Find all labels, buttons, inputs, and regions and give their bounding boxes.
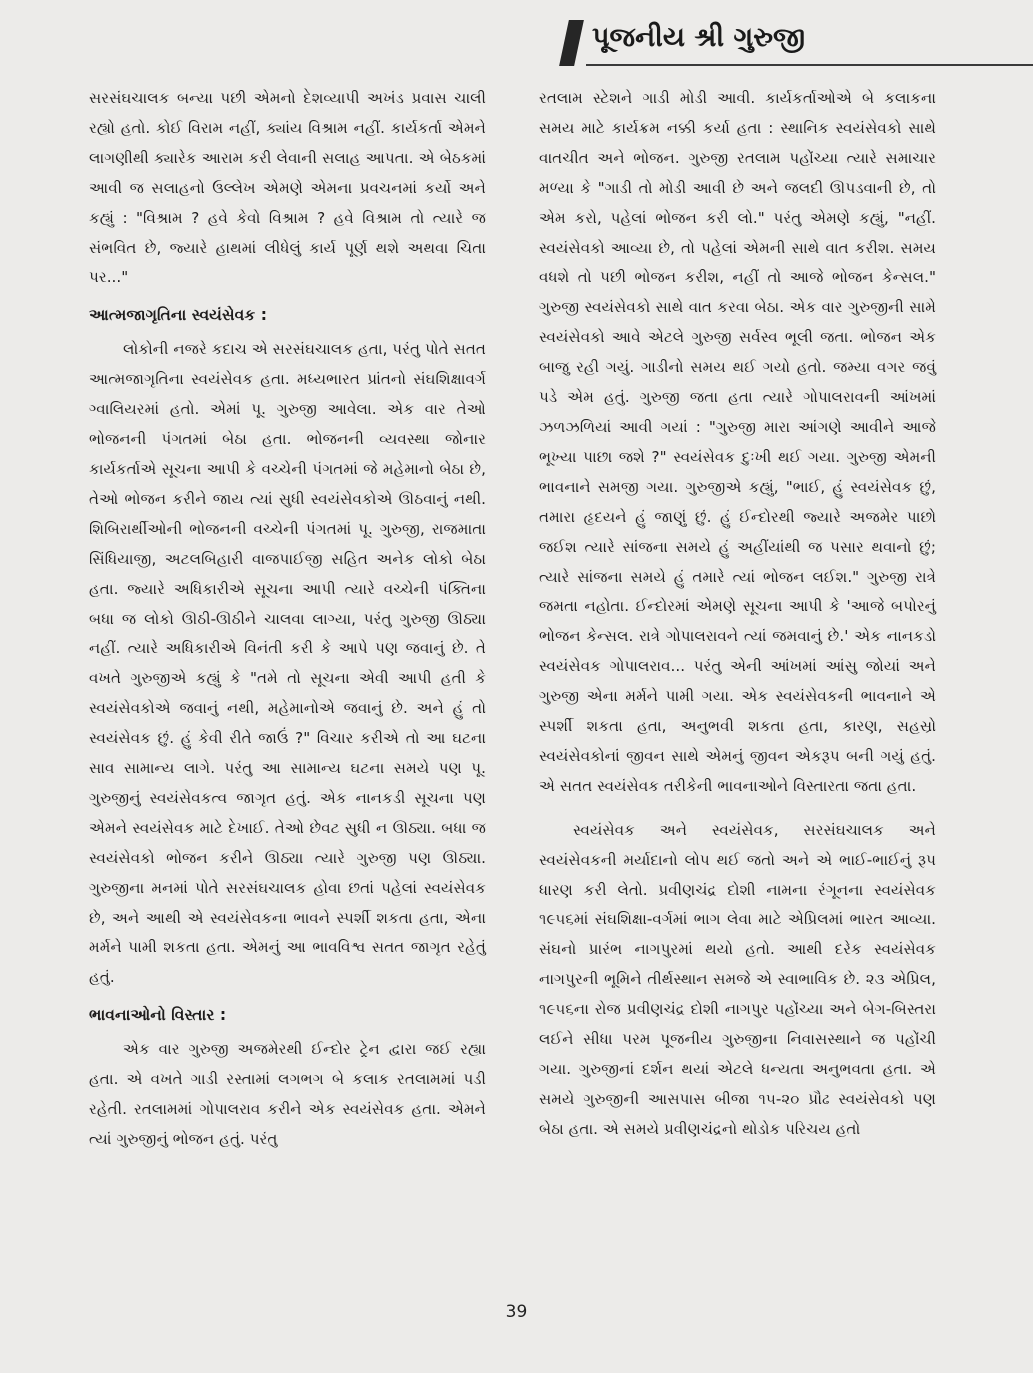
book-title: પૂજનીય શ્રી ગુરુજી (592, 22, 806, 53)
paragraph: રતલામ સ્ટેશને ગાડી મોડી આવી. કાર્યકર્તાઓએ બે કલાકના સમય માટે કાર્યક્રમ નક્કી કર્યા હતા : સ્થાનિક સ્વયંસેવકો સાથે વાતચીત અને ભોજન. ગુરુજી રતલામ પહોંચ્યા ત્યારે સમાચાર મળ્યા કે "ગાડી તો મોડી આવી છે અને જલદી ઊપડવાની છે, તો એમ કરો, પહેલાં ભોજન કરી લો." પરંતુ એમણે કહ્યું, "નહીં. સ્વયંસેવકો આવ્યા છે, તો પહેલાં એમની સાથે વાત કરીશ. સમય વધશે તો પછી ભોજન કરીશ, નહીં તો આજે ભોજન કેન્સલ." ગુરુજી સ્વયંસેવકો સાથે વાત કરવા બેઠા. એક વાર ગુરુજીની સામે સ્વયંસેવકો આવે એટલે ગુરુજી સર્વસ્વ ભૂલી જતા. ભોજન એક બાજુ રહી ગયું. ગાડીનો સમય થઈ ગયો હતો. જમ્યા વગર જવું પડે એમ હતું. ગુરુજી જતા હતા ત્યારે ગોપાલરાવની આંખમાં ઝળઝળિયાં આવી ગયાં : "ગુરુજી મારા આંગણે આવીને આજે ભૂખ્યા પાછા જશે ?" સ્વયંસેવક દુઃખી થઈ ગયા. ગુરુજી એમની ભાવનાને સમજી ગયા. ગુરુજીએ કહ્યું, "ભાઈ, હું સ્વયંસેવક છું, તમારા હૃદયને હું જાણું છું. હું ઈન્દોરથી જ્યારે અજમેર પાછો જઈશ ત્યારે સાંજના સમયે હું અહીંયાંથી જ પસાર થવાનો છું; ત્યારે સાંજના સમયે હું તમારે ત્યાં ભોજન લઈશ." ગુરુજી રાત્રે જમતા નહોતા. ઈન્દોરમાં એમણે સૂચના આપી કે 'આજે બપોરનું ભોજન કેન્સલ. રાત્રે ગોપાલરાવને ત્યાં જમવાનું છે.' એક નાનકડો સ્વયંસેવક ગોપાલરાવ... પરંતુ એની આંખમાં આંસુ જોયાં અને ગુરુજી એના મર્મને પામી ગયા. એક સ્વયંસેવકની ભાવનાને એ સ્પર્શી શકતા હતા, અનુભવી શકતા હતા, કારણ, સહસ્રો સ્વયંસેવકોનાં જીવન સાથે એમનું જીવન એકરૂપ બની ગયું હતું. એ સતત સ્વયંસેવક તરીકેની ભાવનાઓને વિસ્તારતા જતા હતા. (539, 89, 936, 795)
page-number: 39 (505, 1302, 528, 1322)
right-column (539, 84, 936, 1145)
header-accent-bar (559, 20, 584, 66)
paragraph: એક વાર ગુરુજી અજમેરથી ઈન્દોર ટ્રેન દ્વારા જઈ રહ્યા હતા. એ વખતે ગાડી રસ્તામાં લગભગ બે કલાક રતલામમાં પડી રહેતી. રતલામમાં ગોપાલરાવ કરીને એક સ્વયંસેવક હતા. એમને ત્યાં ગુરુજીનું ભોજન હતું. પરંતુ (89, 1040, 486, 1148)
page-header (560, 14, 1033, 66)
header-rule (586, 64, 1033, 66)
section-heading: આત્મજાગૃતિના સ્વયંસેવક : (89, 306, 267, 325)
paragraph: સ્વયંસેવક અને સ્વયંસેવક, સરસંઘચાલક અને સ્વયંસેવકની મર્યાદાનો લોપ થઈ જતો અને એ ભાઈ-ભાઈનું રૂપ ધારણ કરી લેતો. પ્રવીણચંદ્ર દોશી નામના રંગૂનના સ્વયંસેવક ૧૯૫૬માં સંઘશિક્ષા-વર્ગમાં ભાગ લેવા માટે એપ્રિલમાં ભારત આવ્યા. સંઘનો પ્રારંભ નાગપુરમાં થયો હતો. આથી દરેક સ્વયંસેવક નાગપુરની ભૂમિને તીર્થસ્થાન સમજે એ સ્વાભાવિક છે. ૨૩ એપ્રિલ, ૧૯૫૬ના રોજ પ્રવીણચંદ્ર દોશી નાગપુર પહોંચ્યા અને બેગ-બિસ્તરા લઈને સીધા પરમ પૂજનીય ગુરુજીના નિવાસસ્થાને જ પહોંચી ગયા. ગુરુજીનાં દર્શન થયાં એટલે ધન્યતા અનુભવતા હતા. એ સમયે ગુરુજીની આસપાસ બીજા ૧૫-૨૦ પ્રૌઢ સ્વયંસેવકો પણ બેઠા હતા. એ સમયે પ્રવીણચંદ્રનો થોડોક પરિચય હતો (539, 820, 936, 1138)
left-column (89, 84, 486, 1155)
paragraph: લોકોની નજરે કદાચ એ સરસંઘચાલક હતા, પરંતુ પોતે સતત આત્મજાગૃતિના સ્વયંસેવક હતા. મધ્યભારત પ્રાંતનો સંઘશિક્ષાવર્ગ ગ્વાલિયરમાં હતો. એમાં પૂ. ગુરુજી આવેલા. એક વાર તેઓ ભોજનની પંગતમાં બેઠા હતા. ભોજનની વ્યવસ્થા જોનાર કાર્યકર્તાએ સૂચના આપી કે વચ્ચેની પંગતમાં જે મહેમાનો બેઠા છે, તેઓ ભોજન કરીને જાય ત્યાં સુધી સ્વયંસેવકોએ ઊઠવાનું નથી. શિબિરાર્થીઓની ભોજનની વચ્ચેની પંગતમાં પૂ. ગુરુજી, રાજમાતા સિંધિયાજી, અટલબિહારી વાજપાઈજી સહિત અનેક લોકો બેઠા હતા. જ્યારે અધિકારીએ સૂચના આપી ત્યારે વચ્ચેની પંક્તિના બધા જ લોકો ઊઠી-ઊઠીને ચાલવા લાગ્યા, પરંતુ ગુરુજી ઊઠ્યા નહીં. ત્યારે અધિકારીએ વિનંતી કરી કે આપે પણ જવાનું છે. તે વખતે ગુરુજીએ કહ્યું કે "તમે તો સૂચના એવી આપી હતી કે સ્વયંસેવકોએ જવાનું નથી, મહેમાનોએ જવાનું છે. અને હું તો સ્વયંસેવક છું. હું કેવી રીતે જાઉં ?" વિચાર કરીએ તો આ ઘટના સાવ સામાન્ય લાગે. પરંતુ આ સામાન્ય ઘટના સમયે પણ પૂ. ગુરુજીનું સ્વયંસેવકત્વ જાગૃત હતું. એક નાનકડી સૂચના પણ એમને સ્વયંસેવક માટે દેખાઈ. તેઓ છેવટ સુધી ન ઊઠ્યા. બધા જ સ્વયંસેવકો ભોજન કરીને ઊઠ્યા ત્યારે ગુરુજી પણ ઊઠ્યા. ગુરુજીના મનમાં પોતે સરસંઘચાલક હોવા છતાં પહેલાં સ્વયંસેવક છે, અને આથી એ સ્વયંસેવકના ભાવને સ્પર્શી શકતા હતા, એના મર્મને પામી શકતા હતા. એમનું આ ભાવવિશ્વ સતત જાગૃત રહેતું હતું. (89, 340, 486, 987)
section-heading: ભાવનાઓનો વિસ્તાર : (89, 1006, 227, 1025)
paragraph: સરસંઘચાલક બન્યા પછી એમનો દેશવ્યાપી અખંડ પ્રવાસ ચાલી રહ્યો હતો. કોઈ વિરામ નહીં, ક્યાંય વિશ્રામ નહીં. કાર્યકર્તા એમને લાગણીથી ક્યારેક આરામ કરી લેવાની સલાહ આપતા. એ બેઠકમાં આવી જ સલાહનો ઉલ્લેખ એમણે એમના પ્રવચનમાં કર્યો અને કહ્યું : "વિશ્રામ ? હવે કેવો વિશ્રામ ? હવે વિશ્રામ તો ત્યારે જ સંભવિત છે, જ્યારે હાથમાં લીધેલું કાર્ય પૂર્ણ થશે અથવા ચિતા પર..." (89, 89, 486, 287)
